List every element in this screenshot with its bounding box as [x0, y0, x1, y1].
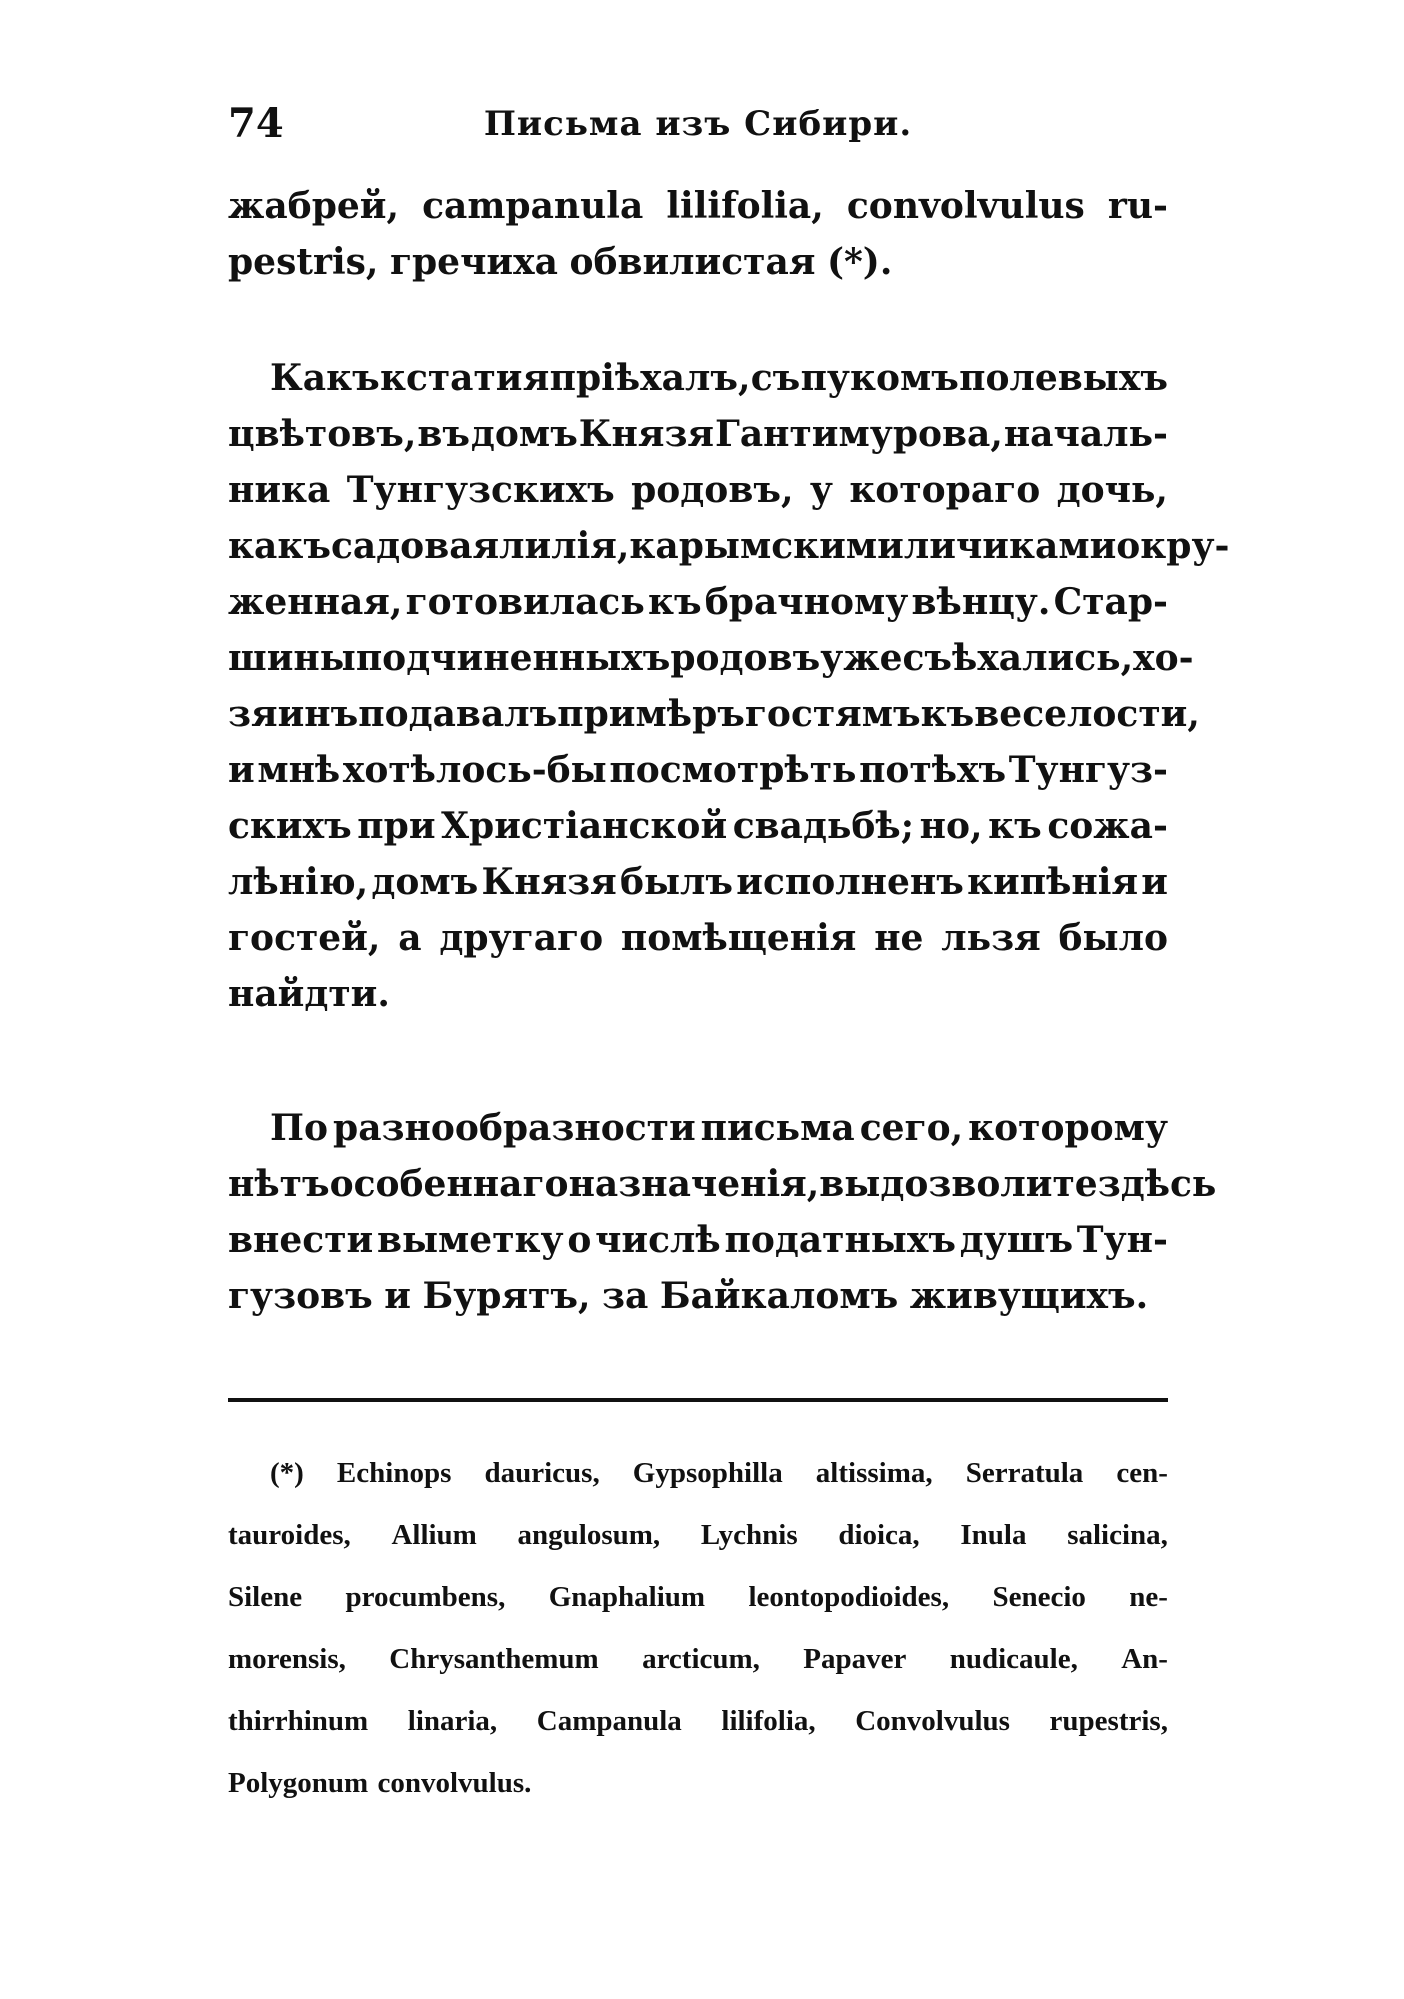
word: пукомъ [800, 357, 959, 399]
word: пріѣхалъ, [549, 357, 751, 399]
word: procumbens, [345, 1581, 506, 1613]
word: altissima, [815, 1457, 933, 1489]
word: вѣнцу. [911, 581, 1051, 623]
word: Chrysanthemum [389, 1643, 599, 1675]
word: податныхъ [724, 1219, 956, 1261]
word: angulosum, [517, 1519, 661, 1551]
text-line [228, 630, 1194, 686]
word: rupestris, [1049, 1705, 1168, 1737]
word: началь- [1003, 413, 1168, 455]
word: котораго [849, 469, 1041, 511]
page-number: 74 [228, 100, 284, 147]
page-header [228, 100, 1168, 160]
word: съ [750, 357, 801, 399]
word: душъ [959, 1219, 1074, 1261]
word: личиками [903, 525, 1117, 567]
word: здѣсь [1097, 1163, 1217, 1205]
word: которому [968, 1107, 1168, 1149]
word: Христіанской [441, 805, 728, 847]
word: другаго [439, 917, 604, 959]
word: подавалъ [358, 693, 558, 735]
word: помѣщенія [620, 917, 857, 959]
word: Байкаломъ [659, 1275, 899, 1317]
word: Гантимурова, [714, 413, 1003, 455]
word: An- [1121, 1643, 1168, 1675]
word: былъ [619, 861, 734, 903]
word: исполненъ [736, 861, 964, 903]
word: хотѣлось-бы [342, 749, 607, 791]
word: Князя [481, 861, 617, 903]
word: salicina, [1067, 1519, 1168, 1551]
word: сожа- [1047, 805, 1168, 847]
text-line [228, 1156, 1217, 1212]
word: ника [228, 469, 331, 511]
word: зяинъ [228, 693, 359, 735]
word: а [398, 917, 422, 959]
word: нѣтъ [228, 1163, 330, 1205]
paragraph-continuation [228, 178, 1168, 290]
word: pestris, [228, 241, 379, 283]
word: Campanula [536, 1705, 682, 1737]
word: и [228, 749, 255, 791]
word: женная, [228, 581, 403, 623]
word: внести [228, 1219, 374, 1261]
word: найдти. [228, 973, 390, 1015]
running-head: Письма изъ Сибири. [483, 104, 913, 144]
word: домъ [470, 413, 578, 455]
word: Gypsophilla [632, 1457, 783, 1489]
text-line [228, 574, 1168, 630]
text-line [228, 1268, 1168, 1324]
text-line [228, 406, 1168, 462]
word: и [1141, 861, 1168, 903]
word: особеннаго [329, 1163, 569, 1205]
word: лилія, [499, 525, 630, 567]
word: при [357, 805, 436, 847]
word: Lychnis [700, 1519, 798, 1551]
text-line [228, 462, 1168, 518]
word: lilifolia, [721, 1705, 816, 1737]
word: подчиненныхъ [355, 637, 671, 679]
word: Papaver [803, 1643, 907, 1675]
word: окру- [1116, 525, 1230, 567]
word: за [602, 1275, 649, 1317]
word: не [874, 917, 924, 959]
word: Senecio [992, 1581, 1086, 1613]
word: Князя [578, 413, 715, 455]
text-line [228, 966, 1168, 1022]
footnote-line [228, 1628, 1168, 1690]
text-line [228, 854, 1168, 910]
word: Тун- [1076, 1219, 1168, 1261]
word: ne- [1129, 1581, 1168, 1613]
word: Serratula [965, 1457, 1084, 1489]
word: (*). [826, 241, 893, 283]
word: Echinops [336, 1457, 452, 1489]
word: campanula [422, 185, 644, 227]
text-line [228, 1100, 1168, 1156]
word: linaria, [407, 1705, 498, 1737]
word: (*) [270, 1457, 304, 1489]
footnote-line [228, 1566, 1168, 1628]
word: обвилистая [569, 241, 816, 283]
word: но, [919, 805, 983, 847]
word: скихъ [228, 805, 352, 847]
word: morensis, [228, 1643, 346, 1675]
word: посмотрѣть [609, 749, 857, 791]
word: свадьбѣ; [732, 805, 915, 847]
word: arcticum, [642, 1643, 760, 1675]
footnote [228, 1442, 1168, 1814]
word: гузовъ [228, 1275, 373, 1317]
word: Allium [391, 1519, 477, 1551]
word: веселости, [974, 693, 1200, 735]
text-line [228, 1212, 1168, 1268]
word: примѣръ [557, 693, 745, 735]
text-line [228, 518, 1230, 574]
footnote-line [228, 1504, 1168, 1566]
word: thirrhinum [228, 1705, 369, 1737]
text-line [228, 234, 1168, 290]
word: convolvulus [846, 185, 1085, 227]
word: По [270, 1107, 329, 1149]
word: жабрей, [228, 185, 399, 227]
word: какъ [228, 525, 331, 567]
word: потѣхъ [859, 749, 1007, 791]
word: съѣхались, [902, 637, 1134, 679]
word: цвѣтовъ, [228, 413, 417, 455]
word: къ [647, 581, 702, 623]
word: convolvulus. [377, 1767, 532, 1799]
word: Бурятъ, [422, 1275, 591, 1317]
word: дозволите [880, 1163, 1098, 1205]
word: Inula [960, 1519, 1027, 1551]
word: у [809, 469, 833, 511]
footnote-line [228, 1690, 1168, 1752]
word: nudicaule, [949, 1643, 1078, 1675]
word: было [1058, 917, 1168, 959]
text-line [228, 910, 1168, 966]
word: гостямъ [744, 693, 921, 735]
word: Convolvulus [855, 1705, 1010, 1737]
word: брачному [704, 581, 909, 623]
word: Polygonum [228, 1767, 369, 1799]
word: къ [988, 805, 1042, 847]
text-line [228, 798, 1168, 854]
word: назначенія, [568, 1163, 820, 1205]
word: Тунгузскихъ [346, 469, 615, 511]
word: хо- [1133, 637, 1194, 679]
word: выметку [376, 1219, 564, 1261]
word: Тунгуз- [1008, 749, 1168, 791]
word: лѣнію, [228, 861, 369, 903]
word: домъ [371, 861, 479, 903]
word: lilifolia, [666, 185, 824, 227]
word: о [567, 1219, 592, 1261]
word: готовилась [405, 581, 645, 623]
word: гречиха [389, 241, 558, 283]
word: Стар- [1053, 581, 1168, 623]
word: и [384, 1275, 411, 1317]
word: карымскими [629, 525, 904, 567]
word: уже [820, 637, 903, 679]
paragraph-wedding [228, 350, 1230, 1022]
text-line [228, 686, 1200, 742]
word: родовъ [670, 637, 821, 679]
word: сего, [859, 1107, 964, 1149]
word: разнообразности [333, 1107, 696, 1149]
text-line [228, 742, 1168, 798]
footnote-line [228, 1442, 1168, 1504]
text-line [228, 178, 1168, 234]
word: шины [228, 637, 356, 679]
word: leontopodioides, [748, 1581, 950, 1613]
word: Silene [228, 1581, 303, 1613]
text-line [228, 350, 1168, 406]
word: родовъ, [631, 469, 794, 511]
word: Gnaphalium [548, 1581, 706, 1613]
word: въ [417, 413, 470, 455]
word: числѣ [595, 1219, 721, 1261]
paragraph-census-note [228, 1100, 1217, 1324]
word: tauroides, [228, 1519, 351, 1551]
word: льзя [941, 917, 1041, 959]
word: я [522, 357, 550, 399]
word: гостей, [228, 917, 381, 959]
word: мнѣ [257, 749, 341, 791]
footnote-separator-rule [228, 1398, 1168, 1402]
word: вы [819, 1163, 881, 1205]
word: кстати [379, 357, 523, 399]
word: полевыхъ [959, 357, 1168, 399]
word: ru- [1107, 185, 1168, 227]
word: dioica, [838, 1519, 920, 1551]
word: dauricus, [484, 1457, 600, 1489]
word: садовая [330, 525, 500, 567]
word: письма [700, 1107, 855, 1149]
footnote-line [228, 1752, 1168, 1814]
word: дочь, [1056, 469, 1168, 511]
word: cen- [1116, 1457, 1168, 1489]
word: кипѣнія [967, 861, 1139, 903]
word: живущихъ. [909, 1275, 1149, 1317]
word: къ [920, 693, 975, 735]
word: Какъ [270, 357, 380, 399]
